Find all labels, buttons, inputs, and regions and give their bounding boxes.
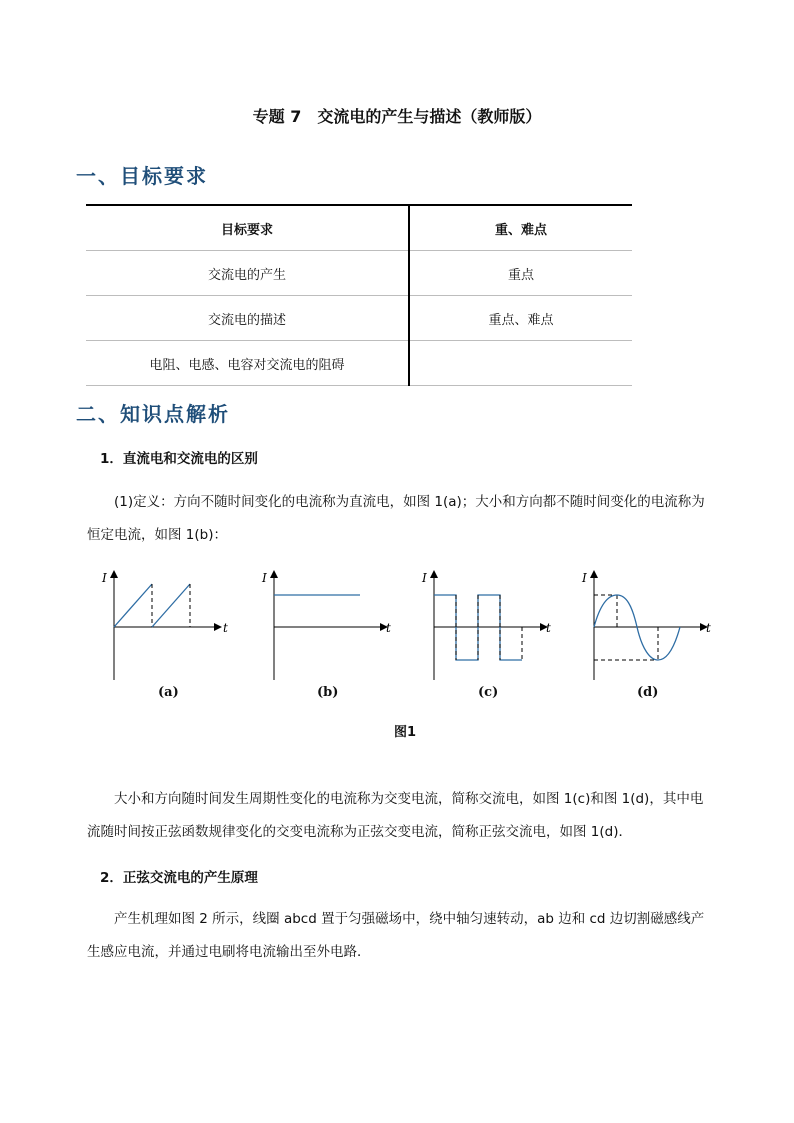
- axis-label-i: I: [262, 571, 267, 585]
- paragraph-generation: 产生机理如图 2 所示，线圈 abcd 置于匀强磁场中，绕中轴匀速转动，ab 边和 cd 边切割磁感线产生感应电流，并通过电刷将电流输出至外电路．: [87, 911, 705, 960]
- figure-label-b: (b): [317, 685, 339, 700]
- table-header-cell: 重、难点: [409, 205, 632, 251]
- axis-label-i: I: [582, 571, 587, 585]
- page-title: 专题 7 交流电的产生与描述（教师版）: [252, 107, 542, 126]
- subheading-generation-principle: 2．正弦交流电的产生原理: [100, 870, 258, 886]
- goals-table: [86, 204, 632, 386]
- paragraph-ac-description: 大小和方向随时间发生周期性变化的电流称为交变电流，简称交流电，如图 1(c)和图 1(d)，其中电流随时间按正弦函数规律变化的交变电流称为正弦交变电流，简称正弦交流电，如图 1(d)．: [87, 791, 704, 840]
- graph-b: [261, 571, 391, 680]
- table-cell: [409, 341, 632, 386]
- axis-label-i: I: [422, 571, 427, 585]
- paragraph-definition: (1)定义：方向不随时间变化的电流称为直流电，如图 1(a)；大小和方向都不随时间变化的电流称为恒定电流，如图 1(b)：: [87, 494, 705, 543]
- waveform-line: [114, 584, 152, 627]
- table-cell: 重点、难点: [409, 296, 632, 341]
- axis-label-i: I: [102, 571, 107, 585]
- figure-label-c: (c): [478, 685, 499, 700]
- table-row: [86, 341, 632, 386]
- subheading-dc-vs-ac: 1．直流电和交流电的区别: [100, 451, 258, 467]
- table-header-cell: 目标要求: [86, 205, 409, 251]
- table-header-row: [86, 205, 632, 251]
- section-heading-knowledge: 二、知识点解析: [76, 402, 230, 426]
- table-row: [86, 296, 632, 341]
- axis-label-t: t: [386, 621, 391, 635]
- table-cell: 电阻、电感、电容对交流电的阻碍: [86, 341, 409, 386]
- graph-c: [421, 571, 551, 680]
- axis-label-t: t: [223, 621, 228, 635]
- figure-1-graphs: [90, 560, 730, 710]
- table-cell: 重点: [409, 251, 632, 296]
- graph-a: [101, 571, 228, 680]
- figure-label-a: (a): [158, 685, 179, 700]
- axis-label-t: t: [546, 621, 551, 635]
- figure-caption: 图1: [394, 725, 417, 740]
- graph-d: [581, 571, 711, 680]
- table-row: [86, 251, 632, 296]
- table-cell: 交流电的产生: [86, 251, 409, 296]
- axis-label-t: t: [706, 621, 711, 635]
- section-heading-goals: 一、目标要求: [76, 164, 208, 188]
- figure-label-d: (d): [637, 685, 659, 700]
- waveform-line: [152, 584, 190, 627]
- table-cell: 交流电的描述: [86, 296, 409, 341]
